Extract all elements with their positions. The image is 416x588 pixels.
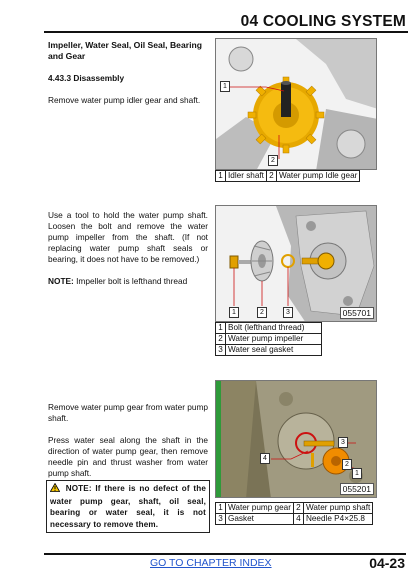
warning-note: [46, 480, 210, 533]
legend-row: [216, 334, 322, 345]
legend-label: Needle P4×25.8: [303, 514, 372, 525]
legend-label: Water seal gasket: [226, 345, 322, 356]
legend-label: Water pump gear: [226, 503, 294, 514]
callout-4: 4: [260, 453, 270, 464]
legend-label: Water pump impeller: [226, 334, 322, 345]
legend-num: 2: [266, 171, 276, 182]
step-2-text: Use a tool to hold the water pump shaft. Loosen the bolt and remove the water pump impeller from the shaft. (If not replacing water pump shaft seals or bearing, it does not have to be removed.): [48, 210, 208, 264]
section-heading: Impeller, Water Seal, Oil Seal, Bearing and Gear: [48, 40, 202, 61]
legend-label: Idler shaft: [226, 171, 267, 182]
chapter-title: 04 COOLING SYSTEM: [240, 13, 406, 30]
legend-label: Gasket: [226, 514, 294, 525]
impeller-note: [48, 276, 208, 287]
impeller-illustration: [216, 206, 377, 322]
legend-num: 2: [293, 503, 303, 514]
section-3-text: [48, 402, 208, 490]
page-number: 04-23: [369, 555, 405, 571]
impeller-icon: [251, 241, 273, 281]
callout-2: 2: [268, 155, 278, 166]
figure-pump-gear: [215, 380, 377, 498]
section-subheading: 4.43.3 Disassembly: [48, 73, 125, 83]
legend-row: [216, 503, 373, 514]
pump-shaft-icon: [304, 441, 334, 446]
step-4-text: Press water seal along the shaft in the direction of water pump gear, then remove needle pin and thrust washer from water pump shaft.: [48, 435, 208, 478]
pump-gear-illustration: [216, 381, 377, 498]
note-text: If there is no defect of the water pump gear, shaft, oil seal, bearing or water seal, it is not necessary to remove them.: [50, 484, 207, 529]
callout-1: 1: [229, 307, 239, 318]
figure-3-legend: [215, 502, 373, 525]
legend-num: 4: [293, 514, 303, 525]
idler-gear-illustration: [216, 39, 377, 170]
footer-divider: [44, 553, 406, 555]
legend-num: 1: [216, 323, 226, 334]
legend-num: 3: [216, 514, 226, 525]
figure-2-legend: [215, 322, 322, 356]
legend-num: 1: [216, 503, 226, 514]
legend-row: [216, 323, 322, 334]
legend-row: [216, 345, 322, 356]
callout-2: 2: [257, 307, 267, 318]
callout-3: 3: [283, 307, 293, 318]
figure-idler-gear: [215, 38, 377, 170]
callout-2: 2: [342, 459, 352, 470]
legend-num: 1: [216, 171, 226, 182]
callout-1: 1: [352, 468, 362, 479]
figure-1-legend: [215, 170, 360, 182]
note-text: Impeller bolt is lefthand thread: [76, 276, 188, 286]
legend-row: [216, 171, 360, 182]
needle-pin-icon: [311, 453, 314, 467]
figure-id: 055701: [340, 307, 374, 319]
step-3-text: Remove water pump gear from water pump shaft.: [48, 402, 209, 423]
legend-row: [216, 514, 373, 525]
callout-3: 3: [338, 437, 348, 448]
chapter-index-link[interactable]: GO TO CHAPTER INDEX: [150, 557, 272, 569]
step-1-text: Remove water pump idler gear and shaft.: [48, 95, 201, 105]
legend-num: 3: [216, 345, 226, 356]
figure-id: 055201: [340, 483, 374, 495]
legend-label: Water pump shaft: [303, 503, 372, 514]
legend-num: 2: [216, 334, 226, 345]
legend-label: Water pump Idle gear: [276, 171, 359, 182]
figure-impeller: [215, 205, 377, 322]
note-label: NOTE:: [65, 484, 92, 493]
title-divider: [44, 31, 408, 33]
legend-label: Bolt (lefthand thread): [226, 323, 322, 334]
idler-shaft-icon: [281, 81, 291, 117]
warning-icon: [50, 483, 60, 496]
section-2-text: [48, 210, 208, 298]
note-label: NOTE:: [48, 276, 74, 286]
callout-1: 1: [220, 81, 230, 92]
section-1-text: [48, 40, 208, 117]
